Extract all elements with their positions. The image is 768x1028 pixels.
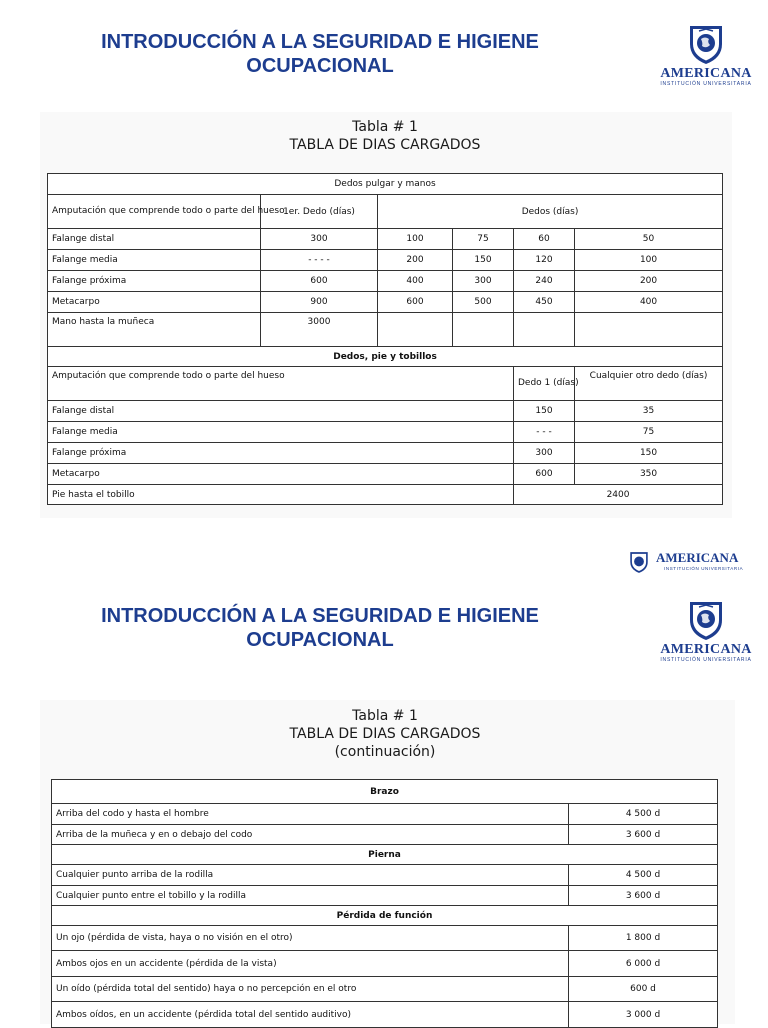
cell: 6 000 d	[569, 951, 718, 977]
slide2-logo-subtitle: INSTITUCIÓN UNIVERSITARIA	[660, 657, 752, 663]
cell: 200	[378, 250, 453, 271]
section-header-fingers-hands: Dedos pulgar y manos	[48, 174, 723, 195]
amputation-header: Amputación que comprende todo o parte del hueso	[48, 195, 261, 229]
section-header-leg: Pierna	[52, 845, 718, 865]
section-header-loss-of-function: Pérdida de función	[52, 906, 718, 926]
cell: 450	[514, 292, 575, 313]
slide1-days-table	[47, 173, 723, 505]
slide1-logo-name: AMERICANA	[660, 66, 752, 81]
cell: 300	[514, 443, 575, 464]
cell: 50	[575, 229, 723, 250]
cell: 600	[378, 292, 453, 313]
slide2-title-line2: OCUPACIONAL	[246, 629, 394, 651]
slide2-title-line1: INTRODUCCIÓN A LA SEGURIDAD E HIGIENE	[101, 605, 539, 627]
row-label: Arriba del codo y hasta el hombre	[52, 804, 569, 825]
slide1-title	[60, 30, 580, 78]
table-row	[48, 464, 723, 485]
slide2-caption-line2: TABLA DE DIAS CARGADOS	[289, 726, 481, 742]
cell: 900	[261, 292, 378, 313]
row-label: Cualquier punto entre el tobillo y la rodilla	[52, 886, 569, 906]
slide2-days-table	[51, 779, 718, 1028]
cell: 200	[575, 271, 723, 292]
cell: 75	[575, 422, 723, 443]
cell: 350	[575, 464, 723, 485]
slide2-caption	[230, 707, 540, 761]
table-row	[52, 926, 718, 951]
cell: 3 000 d	[569, 1002, 718, 1028]
row-label: Metacarpo	[48, 464, 514, 485]
table-row	[48, 250, 723, 271]
cell: 300	[261, 229, 378, 250]
table-row	[52, 804, 718, 825]
table-row	[48, 443, 723, 464]
cell: - - - -	[261, 250, 378, 271]
section-header-arm: Brazo	[52, 780, 718, 804]
slide1-logo	[652, 22, 760, 87]
cell: - - -	[514, 422, 575, 443]
slide2-title	[60, 604, 580, 652]
row-label: Ambos oídos, en un accidente (pérdida total del sentido auditivo)	[52, 1002, 569, 1028]
cell	[453, 313, 514, 347]
table-row	[52, 886, 718, 906]
cell: 600 d	[569, 977, 718, 1002]
section-header-toes-foot-ankles: Dedos, pie y tobillos	[48, 347, 723, 367]
table-row	[52, 951, 718, 977]
row-label: Ambos ojos en un accidente (pérdida de la vista)	[52, 951, 569, 977]
slide1-caption-line2: TABLA DE DIAS CARGADOS	[289, 137, 481, 153]
footer-logo	[628, 550, 752, 576]
slide1-caption-line1: Tabla # 1	[352, 119, 418, 135]
table-row	[48, 485, 723, 505]
cell: 600	[261, 271, 378, 292]
table-row	[48, 422, 723, 443]
slide2-logo-name: AMERICANA	[660, 642, 752, 657]
row-label: Cualquier punto arriba de la rodilla	[52, 865, 569, 886]
row-label: Falange distal	[48, 401, 514, 422]
table-row	[52, 825, 718, 845]
footer-logo-subtitle: INSTITUCIÓN UNIVERSITARIA	[664, 566, 744, 571]
row-label: Metacarpo	[48, 292, 261, 313]
slide1-title-line1: INTRODUCCIÓN A LA SEGURIDAD E HIGIENE	[101, 31, 539, 53]
table-row	[48, 401, 723, 422]
cell: 3 600 d	[569, 825, 718, 845]
cell: 150	[514, 401, 575, 422]
row-label: Falange media	[48, 422, 514, 443]
table-row	[48, 271, 723, 292]
cell: 60	[514, 229, 575, 250]
cell: 100	[575, 250, 723, 271]
cell: 4 500 d	[569, 865, 718, 886]
cell: 3 600 d	[569, 886, 718, 906]
row-label: Falange próxima	[48, 271, 261, 292]
cell	[378, 313, 453, 347]
cell: 400	[575, 292, 723, 313]
slide2-caption-line3: (continuación)	[334, 744, 436, 760]
footer-logo-name: AMERICANA	[656, 550, 739, 565]
other-toe-header: Cualquier otro dedo (días)	[575, 367, 723, 401]
cell: 600	[514, 464, 575, 485]
cell	[575, 313, 723, 347]
slide2-caption-line1: Tabla # 1	[352, 708, 418, 724]
fingers-days-header: Dedos (días)	[378, 195, 723, 229]
row-label: Falange próxima	[48, 443, 514, 464]
shield-icon	[628, 550, 650, 574]
first-finger-header: 1er. Dedo (días)	[261, 195, 378, 229]
table-row	[48, 313, 723, 347]
row-label: Falange distal	[48, 229, 261, 250]
cell: 400	[378, 271, 453, 292]
toe1-header: Dedo 1 (días)	[514, 367, 575, 401]
cell: 240	[514, 271, 575, 292]
cell: 500	[453, 292, 514, 313]
cell: 4 500 d	[569, 804, 718, 825]
cell	[514, 313, 575, 347]
cell: 75	[453, 229, 514, 250]
cell: 35	[575, 401, 723, 422]
amputation-header-2: Amputación que comprende todo o parte del hueso	[48, 367, 514, 401]
slide1-title-line2: OCUPACIONAL	[246, 55, 394, 77]
table-row	[52, 1002, 718, 1028]
cell: 3000	[261, 313, 378, 347]
cell: 150	[575, 443, 723, 464]
cell: 100	[378, 229, 453, 250]
cell: 300	[453, 271, 514, 292]
row-label: Falange media	[48, 250, 261, 271]
slide1-logo-subtitle: INSTITUCIÓN UNIVERSITARIA	[660, 81, 752, 87]
cell: 1 800 d	[569, 926, 718, 951]
table-row	[52, 865, 718, 886]
table-row	[48, 292, 723, 313]
slide2-logo	[652, 598, 760, 663]
shield-icon	[686, 598, 726, 642]
cell: 2400	[514, 485, 723, 505]
row-label: Arriba de la muñeca y en o debajo del codo	[52, 825, 569, 845]
cell: 120	[514, 250, 575, 271]
row-label: Un oído (pérdida total del sentido) haya o no percepción en el otro	[52, 977, 569, 1002]
row-label: Pie hasta el tobillo	[48, 485, 514, 505]
row-label: Un ojo (pérdida de vista, haya o no visión en el otro)	[52, 926, 569, 951]
table-row	[48, 229, 723, 250]
cell: 150	[453, 250, 514, 271]
shield-icon	[686, 22, 726, 66]
table-row	[52, 977, 718, 1002]
row-label: Mano hasta la muñeca	[48, 313, 261, 347]
slide1-caption	[230, 118, 540, 154]
